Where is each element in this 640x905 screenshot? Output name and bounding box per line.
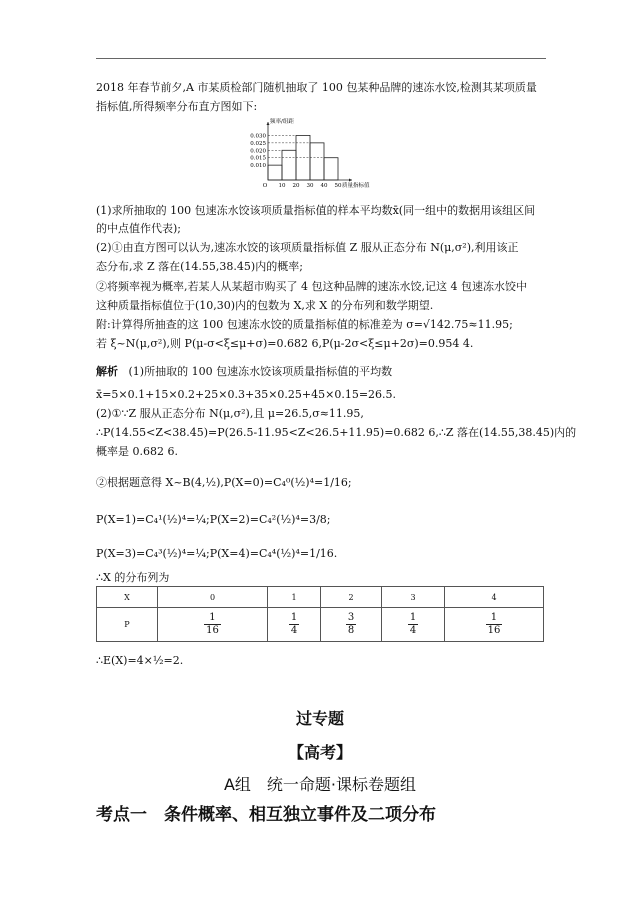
problem-line: 2018 年春节前夕,A 市某质检部门随机抽取了 100 包某种品牌的速冻水饺,检测其某项质量	[96, 81, 537, 94]
x-axis-arrow	[349, 179, 352, 182]
question-2: ②将频率视为概率,若某人从某超市购买了 4 包这种品牌的速冻水饺,记这 4 包速冻水饺中	[96, 280, 527, 293]
question-2: 这种质量指标值位于(10,30)内的包数为 X,求 X 的分布列和数学期望.	[96, 299, 434, 312]
fraction: $\frac{1}{4}$	[290, 612, 298, 636]
y-tick-label: 0.020	[250, 148, 266, 155]
fraction: $\frac{1}{16}$	[206, 612, 219, 636]
table-cell: 2	[321, 587, 382, 608]
x-tick-label: 40	[320, 183, 328, 189]
histogram-bar	[268, 165, 282, 180]
table-cell	[321, 608, 382, 642]
solution-line: P(X=1)=C₄¹(½)⁴=¼;P(X=2)=C₄²(½)⁴=3/8;	[96, 513, 331, 526]
solution-line: (2)①∵Z 服从正态分布 N(μ,σ²),且 μ=26.5,σ≈11.95,	[96, 407, 364, 420]
appendix-note: 若 ξ~N(μ,σ²),则 P(μ-σ<ξ≤μ+σ)=0.682 6,P(μ-2σ<ξ≤μ+2σ)=0.954 4.	[96, 337, 474, 350]
histogram-bar	[282, 150, 296, 180]
origin-label: O	[262, 183, 268, 189]
table-row	[97, 587, 544, 608]
y-tick-label: 0.025	[250, 140, 266, 147]
table-cell	[268, 608, 321, 642]
x-tick-label: 10	[278, 183, 286, 189]
distribution-table	[96, 586, 544, 642]
solution-line: ∴P(14.55<Z<38.45)=P(26.5-11.95<Z<26.5+11.95)=0.682 6,∴Z 落在(14.55,38.45)内的	[96, 426, 577, 439]
question-2: 态分布,求 Z 落在(14.55,38.45)内的概率;	[96, 260, 303, 273]
header-rule	[96, 58, 546, 59]
table-cell	[445, 608, 544, 642]
fraction: $\frac{3}{8}$	[347, 612, 355, 636]
topic-heading: 考点一 条件概率、相互独立事件及二项分布	[96, 805, 436, 825]
table-row	[97, 608, 544, 642]
x-tick-label: 50	[334, 183, 342, 189]
solution-line: ②根据题意得 X~B(4,½),P(X=0)=C₄⁰(½)⁴=1/16;	[96, 476, 352, 489]
table-cell: 3	[382, 587, 445, 608]
section-heading: 【高考】	[287, 743, 352, 762]
question-1: 的中点值作代表);	[96, 222, 181, 235]
y-tick-label: 0.010	[250, 163, 266, 170]
table-cell: 1	[268, 587, 321, 608]
solution-line: x̄=5×0.1+15×0.2+25×0.3+35×0.25+45×0.15=26.5.	[96, 388, 397, 401]
table-cell: 4	[445, 587, 544, 608]
y-tick-label: 0.030	[250, 133, 266, 140]
solution-line	[96, 365, 392, 379]
solution-text: (1)所抽取的 100 包速冻水饺该项质量指标值的平均数	[128, 365, 393, 378]
solution-line: P(X=3)=C₄³(½)⁴=¼;P(X=4)=C₄⁴(½)⁴=1/16.	[96, 547, 338, 560]
table-cell	[158, 608, 268, 642]
question-2: (2)①由直方图可以认为,速冻水饺的该项质量指标值 Z 服从正态分布 N(μ,σ²),利用该正	[96, 241, 519, 254]
solution-label: 解析	[96, 365, 118, 378]
table-cell: P	[97, 608, 158, 642]
solution-line: ∴E(X)=4×½=2.	[96, 654, 184, 667]
appendix-note: 附:计算得所抽查的这 100 包速冻水饺的质量指标值的标准差为 σ=√142.75≈11.95;	[96, 318, 513, 331]
fraction: $\frac{1}{4}$	[409, 612, 417, 636]
table-cell: 0	[158, 587, 268, 608]
y-axis-label: 频率/组距	[270, 119, 294, 125]
table-cell	[382, 608, 445, 642]
y-tick-label: 0.015	[250, 155, 266, 162]
table-cell: X	[97, 587, 158, 608]
x-tick-label: 30	[306, 183, 314, 189]
histogram-chart	[242, 118, 372, 198]
fraction: $\frac{1}{16}$	[487, 612, 501, 636]
histogram-bar	[310, 143, 324, 180]
problem-line: 指标值,所得频率分布直方图如下:	[96, 100, 258, 113]
x-axis-label: 质量指标值	[342, 183, 370, 189]
section-heading: 过专题	[295, 709, 344, 728]
solution-line: ∴X 的分布列为	[96, 571, 170, 584]
solution-line: 概率是 0.682 6.	[96, 445, 178, 458]
group-heading: A组 统一命题·课标卷题组	[223, 775, 417, 794]
x-tick-label: 20	[292, 183, 300, 189]
question-1: (1)求所抽取的 100 包速冻水饺该项质量指标值的样本平均数x̄(同一组中的数据用该组区间	[96, 204, 536, 217]
histogram-bar	[324, 158, 338, 180]
